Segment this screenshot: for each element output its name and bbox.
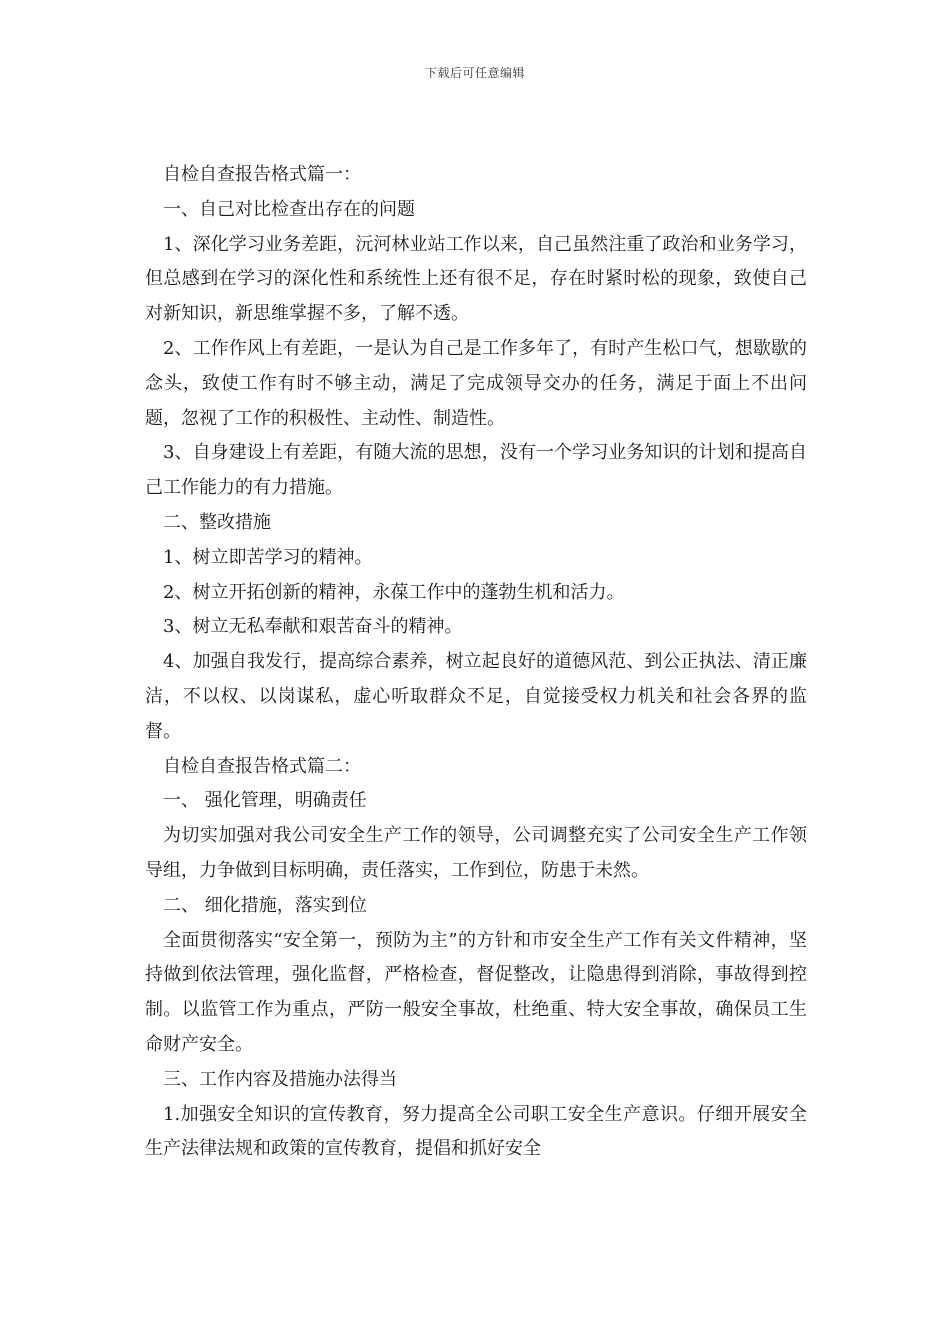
paragraph-section-title-1: 自检自查报告格式篇一：: [163, 164, 361, 185]
paragraph-heading-management: 一、 强化管理，明确责任: [163, 790, 367, 812]
paragraph-heading-measures: 二、整改措施: [163, 511, 271, 533]
paragraph-heading-work-content: 三、工作内容及措施办法得当: [163, 1068, 397, 1090]
paragraph-measure-4: 4、加强自我发行，提高综合素养，树立起良好的道德风范、到公正执法、清正廉洁，不以权、以岗谋私，虚心听取群众不足，自觉接受权力机关和社会各界的监督。: [145, 651, 807, 742]
paragraph-section-title-2: 自检自查报告格式篇二：: [163, 755, 361, 777]
paragraph-heading-refine: 二、 细化措施，落实到位: [163, 894, 367, 916]
paragraph-work-content-1: 1.加强安全知识的宣传教育，努力提高全公司职工安全生产意识。仔细开展安全生产法律法规和政策的宣传教育，提倡和抓好安全: [145, 1103, 807, 1160]
paragraph-problem-2: 2、工作作风上有差距，一是认为自己是工作多年了，有时产生松口气，想歇歇的念头，致使工作有时不够主动，满足了完成领导交办的任务，满足于面上不出问题，忽视了工作的积极性、主动性、制造性。: [145, 337, 807, 429]
paragraph-refine: 全面贯彻落实“安全第一，预防为主”的方针和市安全生产工作有关文件精神，坚持做到依法管理，强化监督，严格检查，督促整改，让隐患得到消除，事故得到控制。以监管工作为重点，严防一般安全事故，杜绝重、特大安全事故，确保员工生命财产安全。: [145, 929, 807, 1055]
paragraph-measure-1: 1、树立即苦学习的精神。: [163, 546, 373, 568]
document-body: [145, 158, 807, 1167]
paragraph-problem-3: 3、自身建设上有差距，有随大流的思想，没有一个学习业务知识的计划和提高自己工作能力的有力措施。: [145, 442, 807, 499]
paragraph-heading-problems: 一、自己对比检查出存在的问题: [163, 198, 415, 220]
paragraph-management: 为切实加强对我公司安全生产工作的领导，公司调整充实了公司安全生产工作领导组，力争做到目标明确，责任落实，工作到位，防患于未然。: [145, 825, 807, 881]
paragraph-problem-1: 1、深化学习业务差距，沅河林业站工作以来，自己虽然注重了政治和业务学习，但总感到在学习的深化性和系统性上还有很不足，存在时紧时松的现象，致使自己对新知识，新思维掌握不多，了解不透。: [145, 233, 807, 325]
paragraph-measure-3: 3、树立无私奉献和艰苦奋斗的精神。: [163, 616, 463, 638]
paragraph-measure-2: 2、树立开拓创新的精神，永葆工作中的蓬勃生机和活力。: [163, 581, 625, 603]
page-header: 下载后可任意编辑: [424, 66, 525, 80]
